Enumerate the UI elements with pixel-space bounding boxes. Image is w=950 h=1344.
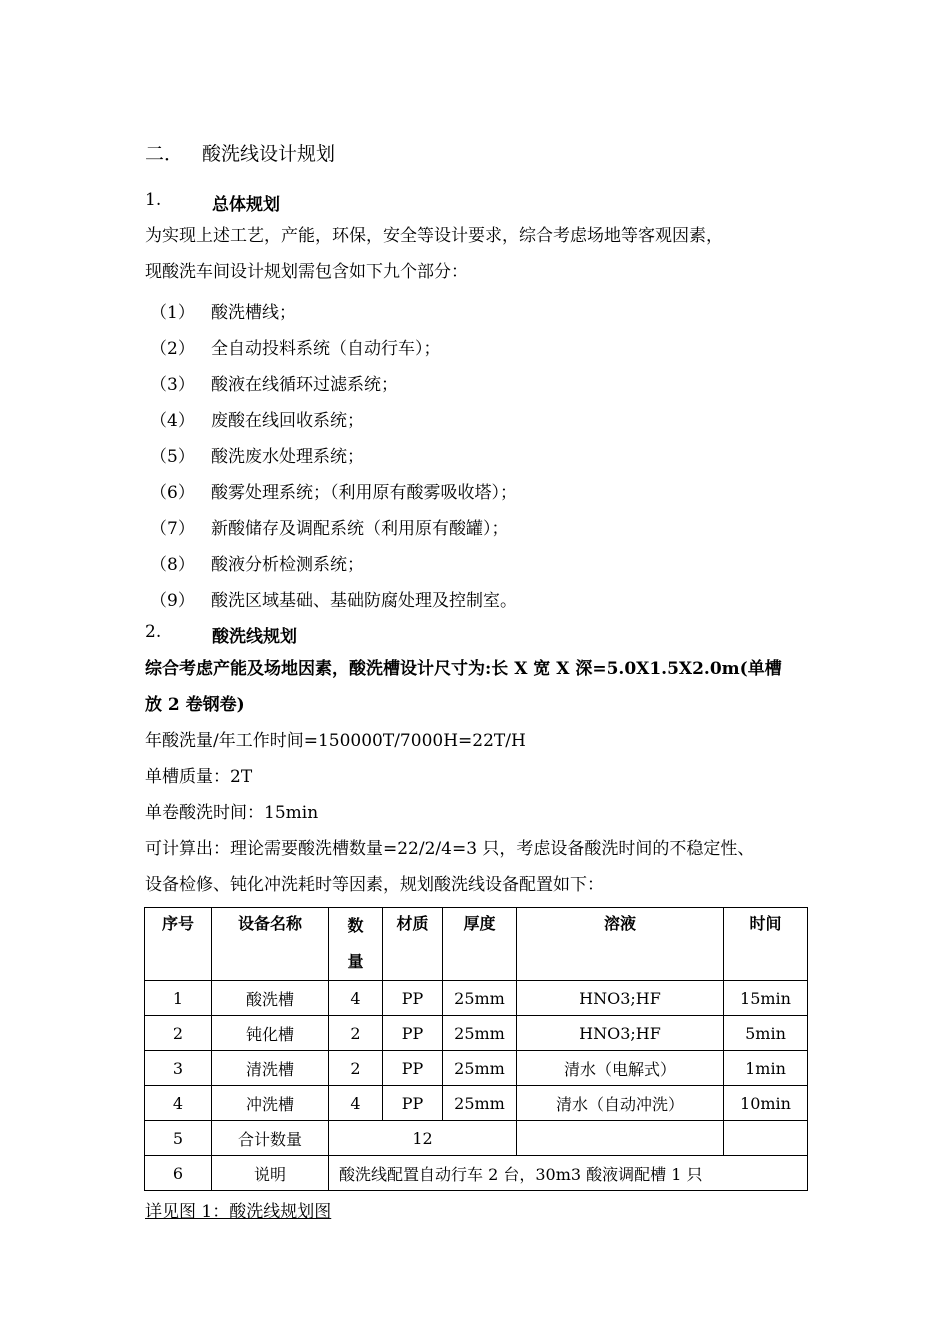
cell-solution: 清水（自动冲洗） (517, 1086, 724, 1121)
cell-name: 清洗槽 (212, 1051, 329, 1086)
cell-qty: 2 (329, 1016, 383, 1051)
cell-material: PP (383, 1051, 443, 1086)
header-name: 设备名称 (212, 908, 329, 981)
cell-name: 钝化槽 (212, 1016, 329, 1051)
annual-capacity-line: 年酸洗量/年工作时间=150000T/7000H=22T/H (145, 731, 526, 751)
tank-mass-line: 单槽质量：2T (145, 767, 253, 787)
cell-material: PP (383, 1016, 443, 1051)
header-thickness: 厚度 (443, 908, 517, 981)
cell-qty: 4 (329, 1086, 383, 1121)
table-header-row (145, 908, 808, 981)
list-item-number: （1） (150, 303, 195, 323)
header-seq: 序号 (145, 908, 212, 981)
note-text: 酸洗线配置自动行车 2 台，30m3 酸液调配槽 1 只 (329, 1156, 808, 1191)
section-1-number: 1. (145, 190, 162, 210)
cell-material: PP (383, 1086, 443, 1121)
cell-time: 5min (724, 1016, 808, 1051)
pickling-time-line: 单卷酸洗时间：15min (145, 803, 319, 823)
design-size-line-1: 综合考虑产能及场地因素，酸洗槽设计尺寸为:长 X 宽 X 深=5.0X1.5X2.0m(单槽 (145, 659, 782, 679)
table-note-row (145, 1156, 808, 1191)
header-qty (329, 908, 383, 981)
list-item-text: 酸洗废水处理系统； (211, 447, 364, 467)
cell-seq: 1 (145, 981, 212, 1016)
list-item-number: （2） (150, 339, 195, 359)
cell-material: PP (383, 981, 443, 1016)
cell-solution: HNO3;HF (517, 981, 724, 1016)
cell-name: 酸洗槽 (212, 981, 329, 1016)
cell-time: 15min (724, 981, 808, 1016)
chapter-number: 二． (145, 143, 184, 165)
cell-thickness: 25mm (443, 1086, 517, 1121)
cell-time: 1min (724, 1051, 808, 1086)
list-item-text: 酸洗槽线； (211, 303, 296, 323)
list-item-text: 废酸在线回收系统； (211, 411, 364, 431)
section-2-title: 酸洗线规划 (212, 627, 297, 647)
cell-time: 10min (724, 1086, 808, 1121)
total-value: 12 (329, 1121, 517, 1156)
design-size-line-2: 放 2 卷钢卷) (145, 695, 245, 715)
cell-seq: 2 (145, 1016, 212, 1051)
list-item-text: 酸液在线循环过滤系统； (211, 375, 398, 395)
header-qty-line-2: 量 (347, 952, 364, 971)
cell-thickness: 25mm (443, 981, 517, 1016)
list-item-number: （8） (150, 555, 195, 575)
table-row (145, 981, 808, 1016)
header-time: 时间 (724, 908, 808, 981)
list-item-number: （6） (150, 483, 195, 503)
table-row (145, 1016, 808, 1051)
list-item-number: （4） (150, 411, 195, 431)
list-item-number: （9） (150, 591, 195, 611)
table-total-row (145, 1121, 808, 1156)
table-row (145, 1086, 808, 1121)
cell-solution: HNO3;HF (517, 1016, 724, 1051)
cell-thickness: 25mm (443, 1016, 517, 1051)
cell-thickness: 25mm (443, 1051, 517, 1086)
header-material: 材质 (383, 908, 443, 981)
list-item-number: （3） (150, 375, 195, 395)
equipment-config-table (144, 907, 808, 1191)
section-1-intro-line-1: 为实现上述工艺，产能，环保，安全等设计要求，综合考虑场地等客观因素， (145, 226, 723, 246)
list-item-text: 酸液分析检测系统； (211, 555, 364, 575)
cell-seq: 6 (145, 1156, 212, 1191)
cell-solution: 清水（电解式） (517, 1051, 724, 1086)
section-1-intro-line-2: 现酸洗车间设计规划需包含如下九个部分： (145, 262, 468, 282)
total-label: 合计数量 (212, 1121, 329, 1156)
cell-seq: 5 (145, 1121, 212, 1156)
list-item-text: 酸洗区域基础、基础防腐处理及控制室。 (211, 591, 517, 611)
cell-empty (517, 1121, 724, 1156)
calculation-line-1: 可计算出：理论需要酸洗槽数量=22/2/4=3 只，考虑设备酸洗时间的不稳定性、 (145, 839, 755, 859)
header-qty-line-1: 数 (347, 916, 364, 935)
list-item-text: 新酸储存及调配系统（利用原有酸罐）； (211, 519, 509, 539)
calculation-line-2: 设备检修、钝化冲洗耗时等因素，规划酸洗线设备配置如下： (145, 875, 604, 895)
cell-name: 冲洗槽 (212, 1086, 329, 1121)
cell-empty (724, 1121, 808, 1156)
list-item-number: （7） (150, 519, 195, 539)
cell-seq: 4 (145, 1086, 212, 1121)
header-solution: 溶液 (517, 908, 724, 981)
list-item-text: 酸雾处理系统；（利用原有酸雾吸收塔）； (211, 483, 517, 503)
list-item-text: 全自动投料系统（自动行车）； (211, 339, 441, 359)
cell-seq: 3 (145, 1051, 212, 1086)
chapter-title: 酸洗线设计规划 (202, 143, 336, 165)
cell-qty: 2 (329, 1051, 383, 1086)
cell-qty: 4 (329, 981, 383, 1016)
table-row (145, 1051, 808, 1086)
section-1-title: 总体规划 (212, 195, 280, 215)
list-item-number: （5） (150, 447, 195, 467)
note-label: 说明 (212, 1156, 329, 1191)
figure-reference: 详见图 1：酸洗线规划图 (145, 1202, 332, 1222)
section-2-number: 2. (145, 622, 162, 642)
